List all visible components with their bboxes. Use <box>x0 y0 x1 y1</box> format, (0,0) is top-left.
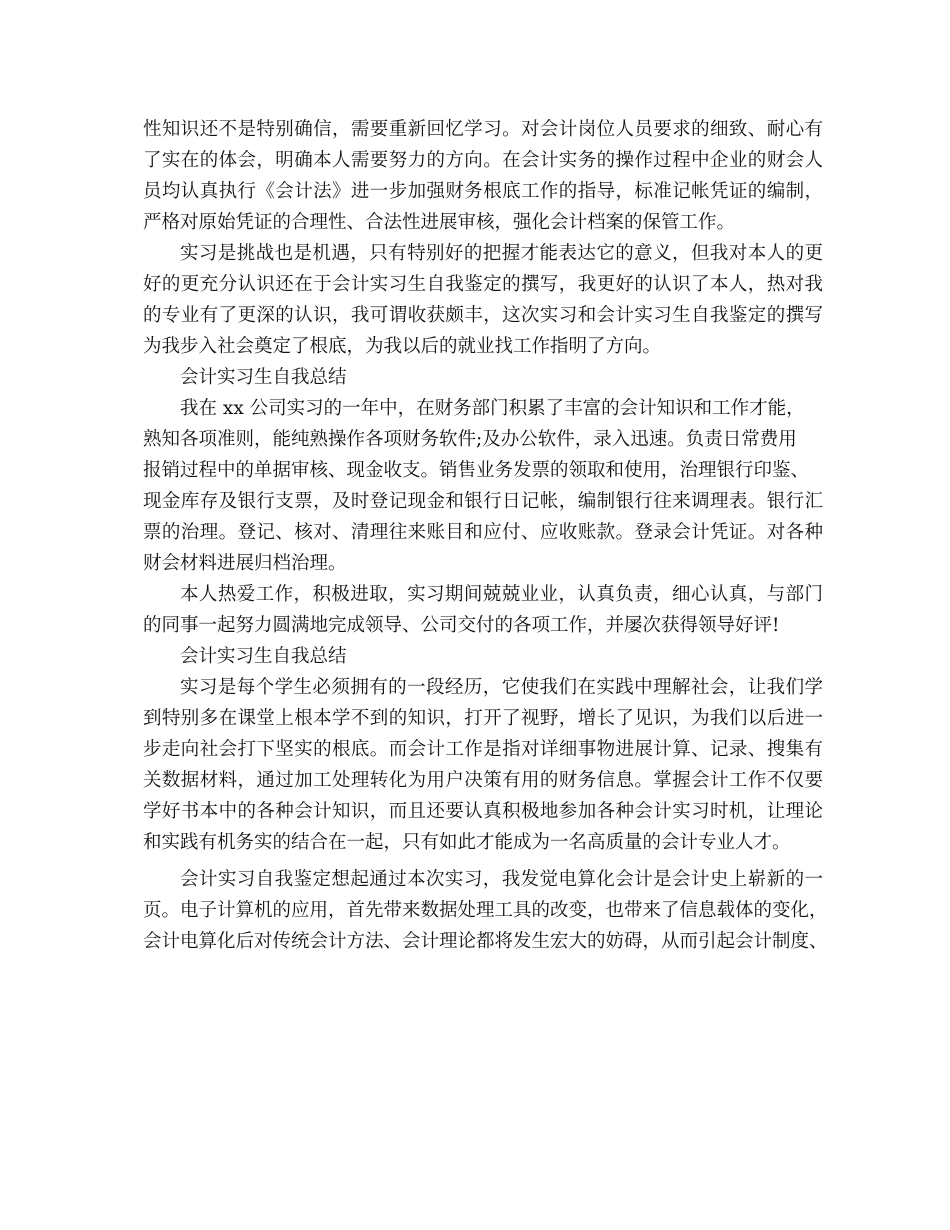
text-line: 步走向社会打下坚实的根底。而会计工作是指对详细事物进展计算、记录、搜集有 <box>143 739 823 760</box>
text-line: 财会材料进展归档治理。 <box>143 553 347 574</box>
text-line: 熟知各项准则，能纯熟操作各项财务软件;及办公软件，录入迅速。负责日常费用 <box>143 429 797 450</box>
text-line: 会计实习自我鉴定想起通过本次实习，我发觉电算化会计是会计史上崭新的一 <box>180 869 823 890</box>
text-line: 学好书本中的各种会计知识，而且还要认真积极地参加各种会计实习时机，让理论 <box>143 801 823 822</box>
text-line: 报销过程中的单据审核、现金收支。销售业务发票的领取和使用，治理银行印鉴、 <box>143 460 810 481</box>
text-line: 的专业有了更深的认识，我可谓收获颇丰，这次实习和会计实习生自我鉴定的撰写 <box>143 305 823 326</box>
text-line: 到特别多在课堂上根本学不到的知识，打开了视野，增长了见识，为我们以后进一 <box>143 708 823 729</box>
text-line: 我在 xx 公司实习的一年中，在财务部门积累了丰富的会计知识和工作才能， <box>180 398 805 419</box>
text-line: 现金库存及银行支票，及时登记现金和银行日记帐，编制银行往来调理表。银行汇 <box>143 491 823 512</box>
text-line: 票的治理。登记、核对、清理往来账目和应付、应收账款。登录会计凭证。对各种 <box>143 522 823 543</box>
text-line: 员均认真执行《会计法》进一步加强财务根底工作的指导，标准记帐凭证的编制， <box>143 181 823 202</box>
text-line: 页。电子计算机的应用，首先带来数据处理工具的改变，也带来了信息载体的变化， <box>143 900 828 921</box>
text-line: 关数据材料，通过加工处理转化为用户决策有用的财务信息。掌握会计工作不仅要 <box>143 770 823 791</box>
text-line: 会计实习生自我总结 <box>180 646 347 667</box>
text-line: 实习是挑战也是机遇，只有特别好的把握才能表达它的意义，但我对本人的更 <box>180 243 823 264</box>
text-line: 实习是每个学生必须拥有的一段经历，它使我们在实践中理解社会，让我们学 <box>180 677 823 698</box>
text-line: 了实在的体会，明确本人需要努力的方向。在会计实务的操作过程中企业的财会人 <box>143 150 823 171</box>
text-line: 性知识还不是特别确信，需要重新回忆学习。对会计岗位人员要求的细致、耐心有 <box>143 119 823 140</box>
text-line: 为我步入社会奠定了根底，为我以后的就业找工作指明了方向。 <box>143 336 662 357</box>
text-line: 的同事一起努力圆满地完成领导、公司交付的各项工作，并屡次获得领导好评! <box>143 615 780 636</box>
text-line: 会计电算化后对传统会计方法、会计理论都将发生宏大的妨碍，从而引起会计制度、 <box>143 931 828 952</box>
document-body <box>143 114 828 957</box>
text-line: 会计实习生自我总结 <box>180 367 347 388</box>
text-line: 好的更充分认识还在于会计实习生自我鉴定的撰写，我更好的认识了本人，热对我 <box>143 274 823 295</box>
text-line: 严格对原始凭证的合理性、合法性进展审核，强化会计档案的保管工作。 <box>143 212 736 233</box>
text-line: 本人热爱工作，积极进取，实习期间兢兢业业，认真负责，细心认真，与部门 <box>180 584 823 605</box>
text-line: 和实践有机务实的结合在一起，只有如此才能成为一名高质量的会计专业人才。 <box>143 832 791 853</box>
